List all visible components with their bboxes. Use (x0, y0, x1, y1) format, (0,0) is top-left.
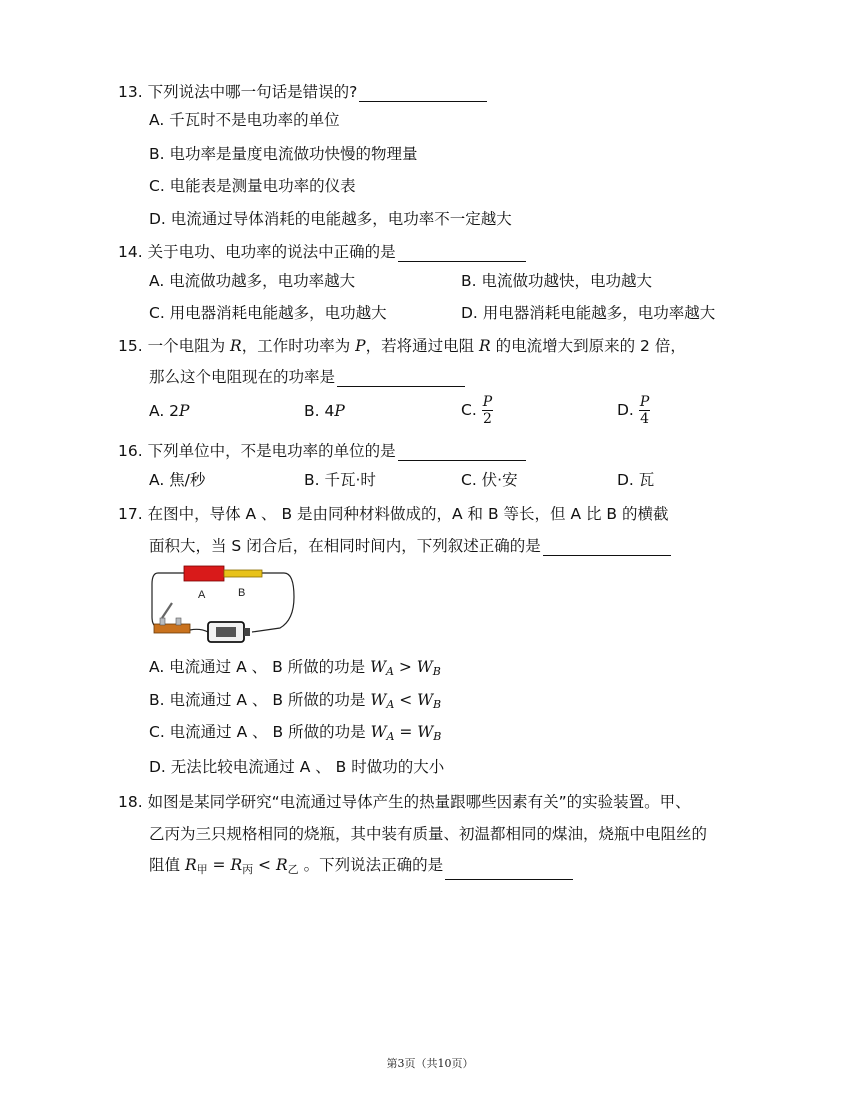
q15-option-d-numerator: P (639, 394, 650, 410)
q13-option-b: B. 电功率是量度电流做功快慢的物理量 (149, 145, 418, 163)
q13-answer-blank[interactable] (359, 85, 487, 102)
q18-answer-blank[interactable] (445, 863, 573, 880)
q17-option-a (149, 657, 441, 682)
q15-option-b-label: B. 4 (304, 402, 335, 420)
q16-option-c: C. 伏·安 (461, 471, 518, 489)
q16-stem-text: 16. 下列单位中，不是电功率的单位的是 (118, 442, 396, 460)
q15-option-c-numerator: P (482, 394, 493, 410)
q15-option-a (149, 401, 189, 421)
q15-option-d-label: D. (617, 401, 634, 419)
q18-stem-line2: 乙丙为三只规格相同的烧瓶，其中装有质量、初温都相同的煤油，烧瓶中电阻丝的 (149, 825, 708, 843)
q16-option-b: B. 千瓦·时 (304, 471, 376, 489)
q15-option-b (304, 401, 345, 421)
q18-stem-line3 (149, 855, 573, 880)
q13-option-a: A. 千瓦时不是电功率的单位 (149, 111, 340, 129)
q17-stem-line2-text: 面积大，当 S 闭合后，在相同时间内，下列叙述正确的是 (149, 537, 541, 555)
q15-symbol-r-2: R (479, 337, 491, 355)
q17-option-a-text: A. 电流通过 A 、 B 所做的功是 (149, 658, 371, 676)
q17-option-b-text: B. 电流通过 A 、 B 所做的功是 (149, 691, 371, 709)
q15-option-c-fraction (482, 394, 493, 427)
q17-stem-line2 (149, 536, 671, 556)
q17-option-d: D. 无法比较电流通过 A 、 B 时做功的大小 (149, 758, 445, 776)
conductor-b (224, 570, 262, 577)
q14-stem (118, 242, 526, 262)
q16-option-d: D. 瓦 (617, 471, 655, 489)
q15-symbol-r: R (230, 337, 242, 355)
q15-option-d-denominator: 4 (640, 411, 649, 427)
q17-option-b-relation: $W_A < W_B$ (370, 691, 442, 711)
q14-option-c: C. 用电器消耗电能越多，电功越大 (149, 304, 387, 322)
q15-stem-line2-text: 那么这个电阻现在的功率是 (149, 368, 336, 386)
q13-stem (118, 82, 487, 102)
q15-stem-part-b: ，工作时功率为 (241, 337, 356, 355)
q14-answer-blank[interactable] (398, 245, 526, 262)
q15-option-c-label: C. (461, 401, 477, 419)
q17-option-c (149, 722, 441, 747)
q16-stem (118, 441, 526, 461)
figure-label-a: A (198, 589, 206, 601)
q13-option-d: D. 电流通过导体消耗的电能越多，电功率不一定越大 (149, 210, 512, 228)
q15-option-a-label: A. 2 (149, 402, 180, 420)
q17-option-a-relation: $W_A > W_B$ (370, 658, 441, 678)
q17-stem-line1: 17. 在图中，导体 A 、 B 是由同种材料做成的，A 和 B 等长，但 A 比 B 的横截 (118, 505, 669, 523)
q15-stem-part-a: 15. 一个电阻为 (118, 337, 231, 355)
q15-option-a-symbol: P (179, 402, 190, 420)
q17-option-c-relation: $W_A = W_B$ (370, 723, 442, 743)
q15-stem-part-d: 的电流增大到原来的 2 倍， (490, 337, 686, 355)
q18-stem-line1: 18. 如图是某同学研究“电流通过导体产生的热量跟哪些因素有关”的实验装置。甲、 (118, 793, 691, 811)
q13-option-c: C. 电能表是测量电功率的仪表 (149, 177, 356, 195)
q15-option-d-fraction (639, 394, 650, 427)
q13-stem-text: 13. 下列说法中哪一句话是错误的? (118, 83, 358, 101)
q15-option-d (617, 392, 650, 428)
q15-option-c (461, 392, 493, 428)
q18-prefix: 阻值 (149, 856, 185, 874)
page-footer: 第3页（共10页） (386, 1057, 474, 1070)
q16-answer-blank[interactable] (398, 444, 526, 461)
q15-option-b-symbol: P (334, 402, 345, 420)
q17-answer-blank[interactable] (543, 539, 671, 556)
battery (208, 622, 250, 642)
q15-symbol-p: P (355, 337, 366, 355)
conductor-a (184, 566, 224, 581)
figure-label-b: B (238, 587, 246, 599)
q14-option-d: D. 用电器消耗电能越多，电功率越大 (461, 304, 716, 322)
q15-option-c-denominator: 2 (482, 411, 492, 427)
q15-stem-line1 (118, 336, 686, 356)
q18-formula: $R_甲 = R_丙 < R_乙$ (184, 856, 299, 876)
q17-option-b (149, 690, 441, 715)
q17-circuit-figure (148, 562, 300, 644)
q15-stem-line2 (149, 367, 465, 387)
q15-stem-part-c: ，若将通过电阻 (365, 337, 479, 355)
q15-answer-blank[interactable] (337, 370, 465, 387)
q17-option-c-text: C. 电流通过 A 、 B 所做的功是 (149, 723, 371, 741)
q16-option-a: A. 焦/秒 (149, 471, 206, 489)
q14-option-b: B. 电流做功越快，电功越大 (461, 272, 652, 290)
q18-suffix: 。下列说法正确的是 (298, 856, 444, 874)
switch (154, 603, 190, 633)
q14-stem-text: 14. 关于电功、电功率的说法中正确的是 (118, 243, 396, 261)
q14-option-a: A. 电流做功越多，电功率越大 (149, 272, 356, 290)
